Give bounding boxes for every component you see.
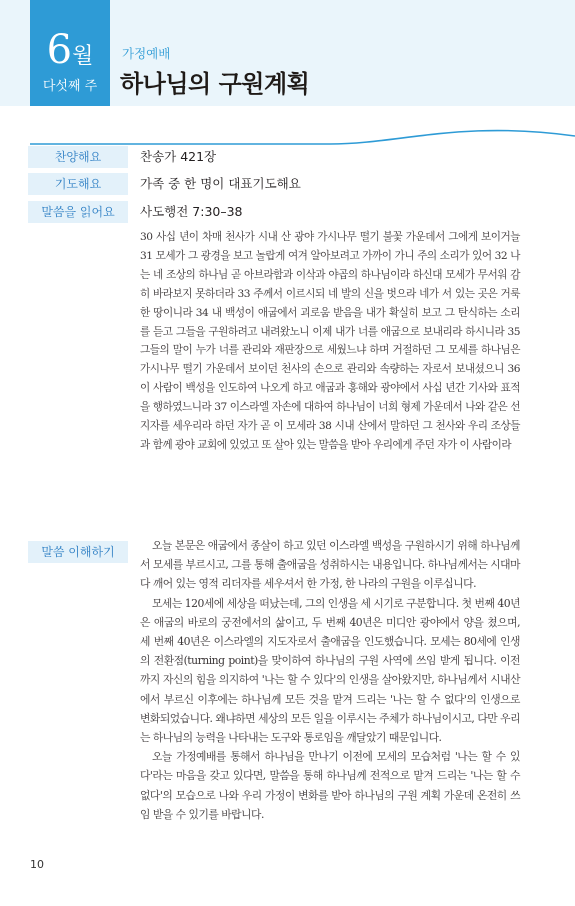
month-badge <box>30 0 110 106</box>
praise-label: 찬양해요 <box>28 146 128 168</box>
bible-passage: 30 사십 년이 차매 천사가 시내 산 광야 가시나무 떨기 불꽃 가운데서 그에게 보이거늘 31 모세가 그 광경을 보고 놀랍게 여겨 알아보려고 가까이 가니 주의 소리가 있어 32 나는 네 조상의 하나님 곧 아브라함과 이삭과 야곱의 하나님이라 하신대 모세가 무서워 감히 바라보지 못하더라 33 주께서 이르시되 네 발의 신을 벗으라 네가 서 있는 곳은 거룩한 땅이니라 34 내 백성이 애굽에서 괴로움 받음을 내가 확실히 보고 그 탄식하는 소리를 듣고 그들을 구원하려고 내려왔노니 이제 내가 너를 애굽으로 보내리라 하시니라 35 그들의 말이 누가 너를 관리와 재판장으로 세웠느냐 하며 거절하던 그 모세를 하나님은 가시나무 떨기 가운데서 보이던 천사의 손으로 관리와 속량하는 자로서 보내셨으니 36 이 사람이 백성을 인도하여 나오게 하고 애굽과 홍해와 광야에서 사십 년간 기사와 표적을 행하였느니라 37 이스라엘 자손에 대하여 하나님이 너희 형제 가운데서 나와 같은 선지자를 세우리라 하던 자가 곧 이 모세라 38 시내 산에서 말하던 그 천사와 우리 조상들과 함께 광야 교회에 있었고 또 살아 있는 말씀을 받아 우리에게 주던 자가 이 사람이라 <box>140 231 520 451</box>
month-number: 6월 <box>46 27 94 73</box>
week-label: 다섯째 주 <box>42 79 98 94</box>
page-number: 10 <box>30 858 44 871</box>
prayer-label: 기도해요 <box>28 173 128 195</box>
prayer-value: 가족 중 한 명이 대표기도해요 <box>140 176 301 191</box>
commentary <box>140 536 520 824</box>
understanding-label: 말씀 이해하기 <box>28 541 128 563</box>
page-title: 하나님의 구원계획 <box>120 70 310 98</box>
reading-label: 말씀을 읽어요 <box>28 201 128 223</box>
commentary-paragraph: 오늘 본문은 애굽에서 종살이 하고 있던 이스라엘 백성을 구원하시기 위해 하나님께서 모세를 부르시고, 그를 통해 출애굽을 성취하시는 내용입니다. 하나님께서는 시대마다 깨어 있는 영적 리더자를 세우셔서 한 가정, 한 나라의 구원을 이루십니다. <box>140 539 520 591</box>
praise-value: 찬송가 421장 <box>140 149 217 164</box>
commentary-paragraph: 오늘 가정예배를 통해서 하나님을 만나기 이전에 모세의 모습처럼 '나는 할 수 있다'라는 마음을 갖고 있다면, 말씀을 통해 하나님께 전적으로 맡겨 드리는 '나는 할 수 없다'의 모습으로 나와 우리 가정이 변화를 받아 하나님의 구원 계획 가운데 온전히 쓰임 받을 수 있기를 바랍니다. <box>140 750 520 821</box>
reading-reference: 사도행전 7:30–38 <box>140 204 243 219</box>
category-label: 가정예배 <box>122 46 171 61</box>
commentary-paragraph: 모세는 120세에 세상을 떠났는데, 그의 인생을 세 시기로 구분합니다. 첫 번째 40년은 애굽의 바로의 궁전에서의 삶이고, 두 번째 40년은 미디안 광야에서 양을 쳤으며, 세 번째 40년은 이스라엘의 지도자로서 출애굽을 인도했습니다. 모세는 80세에 인생의 전환점(turning point)을 맞이하여 하나님의 구원 사역에 쓰임 받게 됩니다. 이전까지 자신의 힘을 의지하여 '나는 할 수 있다'의 인생을 살아왔지만, 하나님께서 시내산에서 부르신 이후에는 하나님께 모든 것을 맡겨 드리는 '나는 할 수 없다'의 인생으로 변화되었습니다. 왜냐하면 세상의 모든 일을 이루시는 주체가 하나님이시고, 다만 우리는 하나님의 능력을 나타내는 도구와 통로임을 깨달았기 때문입니다. <box>140 596 520 745</box>
